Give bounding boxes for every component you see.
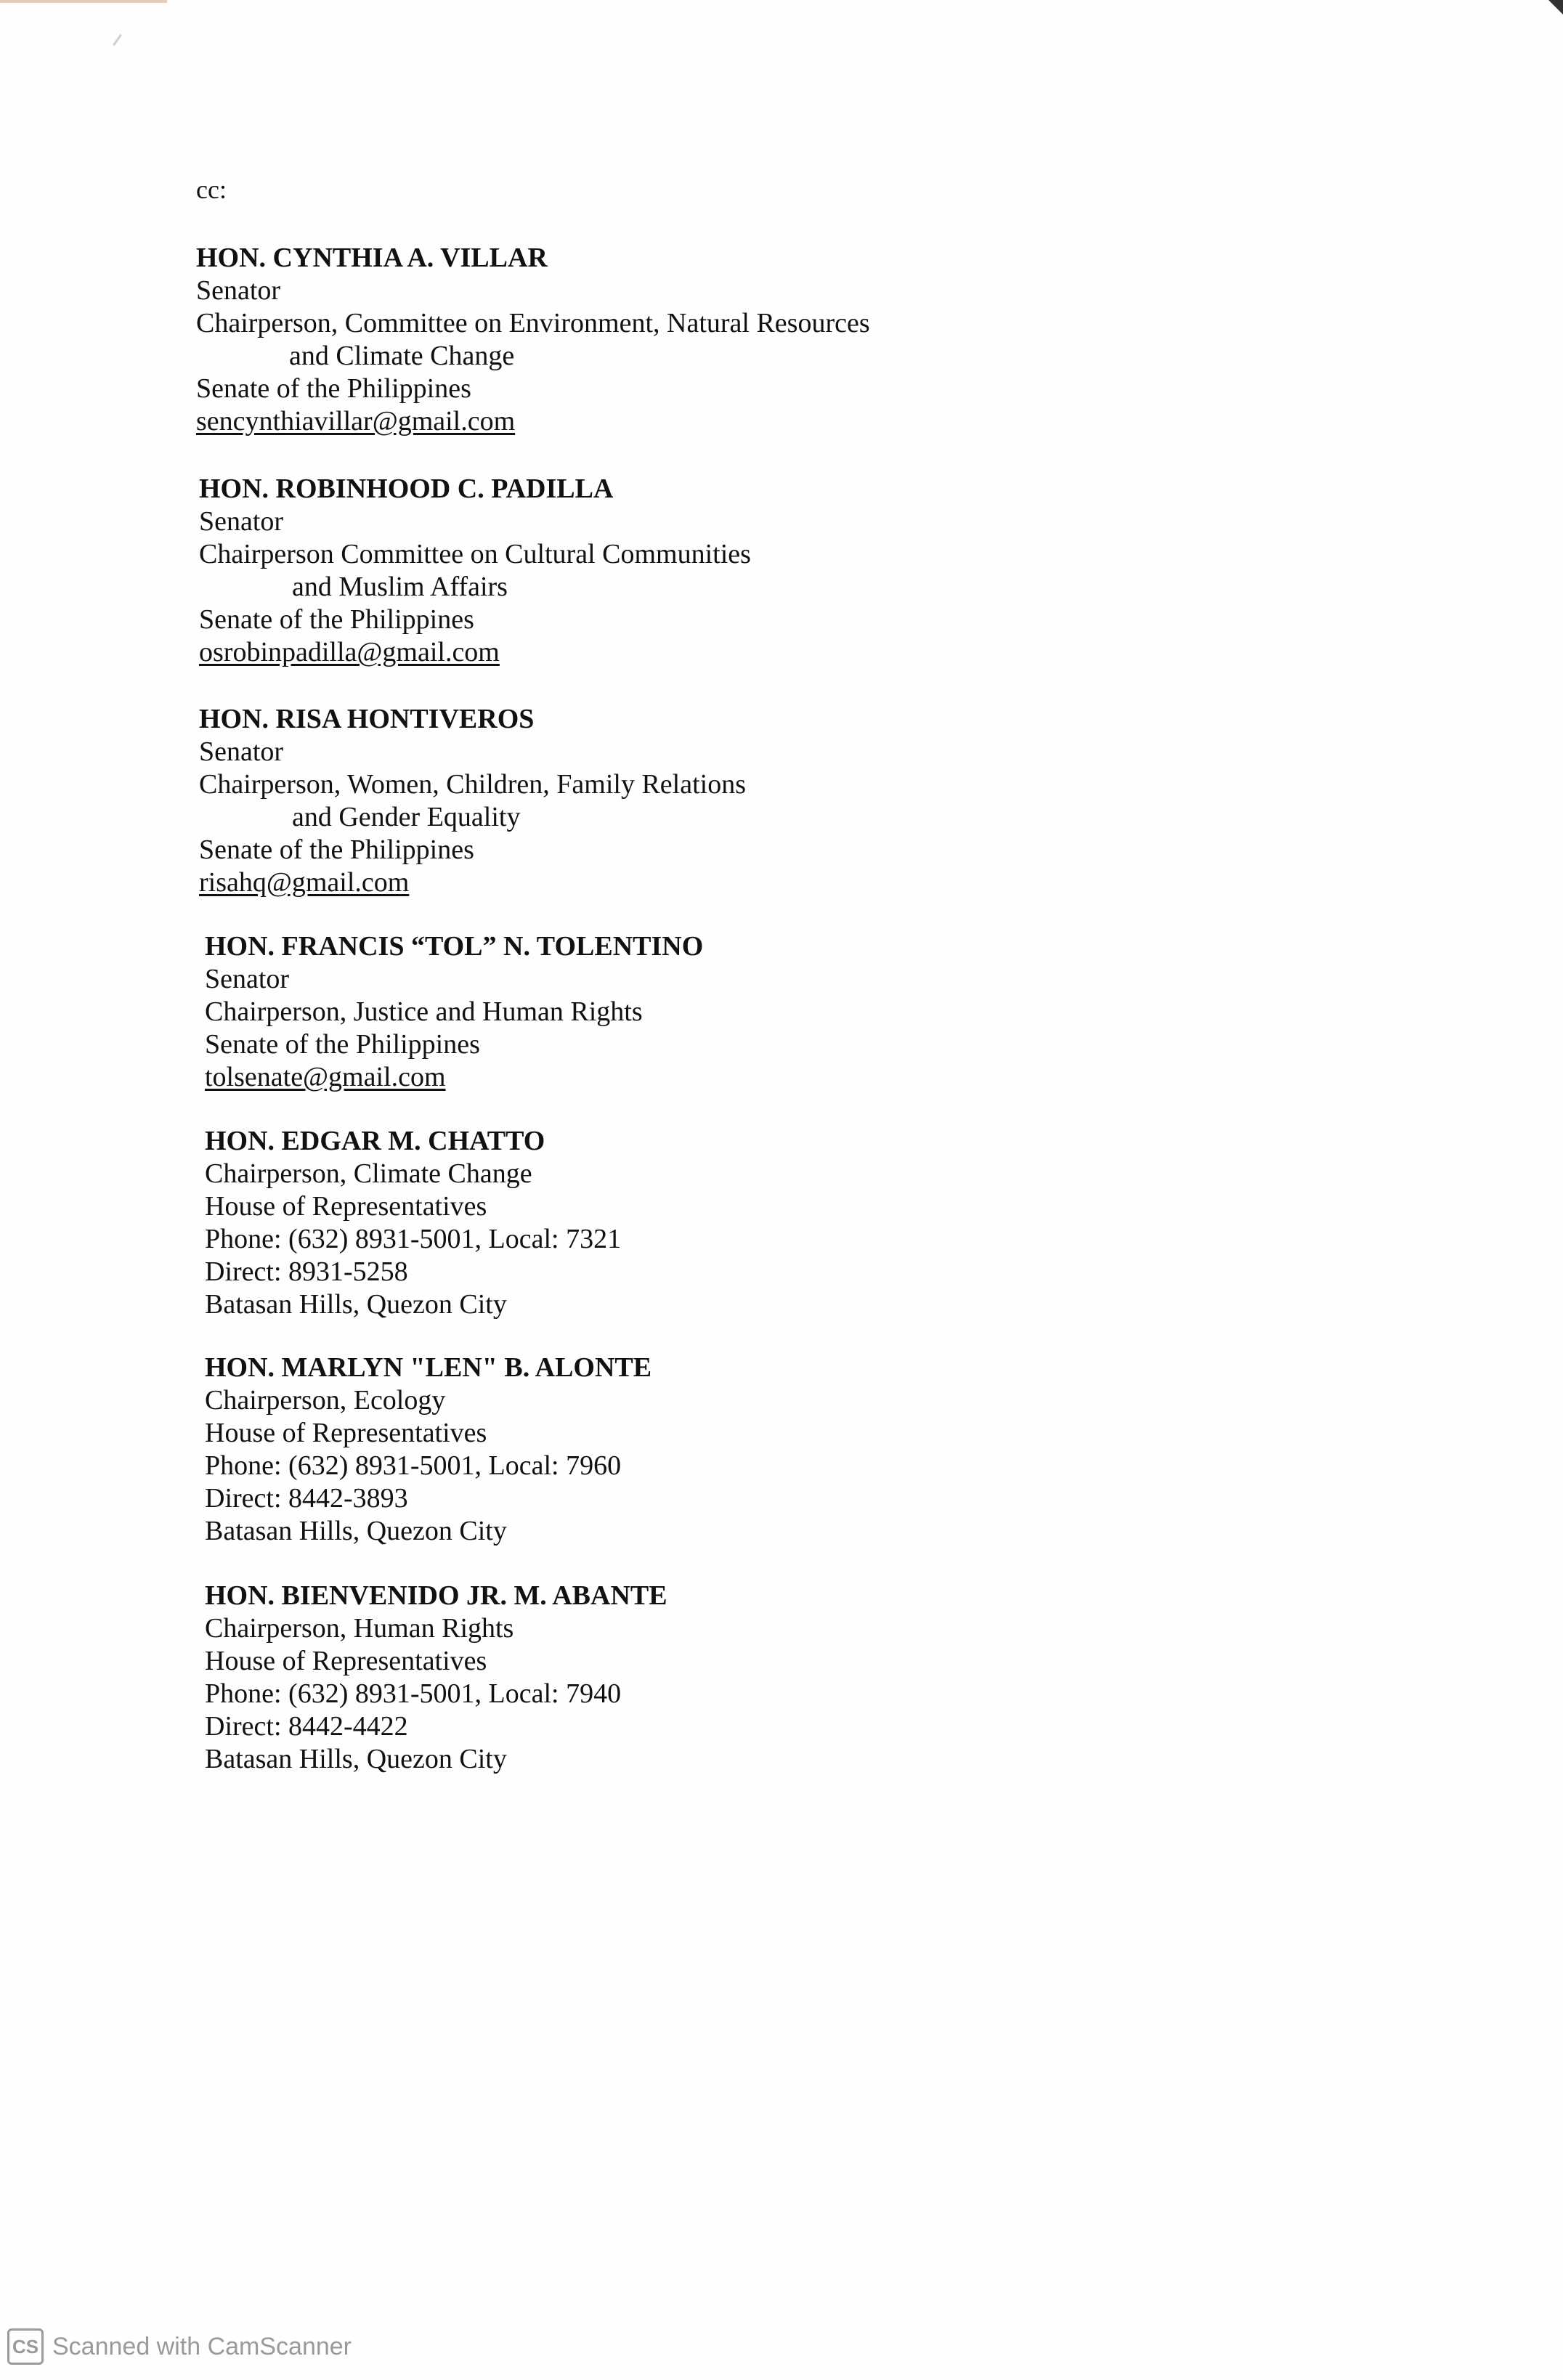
recipient-detail-line: and Climate Change <box>289 341 515 371</box>
recipient-block <box>205 930 1222 1094</box>
recipient-detail-line: House of Representatives <box>205 1418 487 1448</box>
recipient-detail-line: Chairperson, Human Rights <box>205 1613 514 1644</box>
pen-mark <box>113 34 122 46</box>
recipient-block <box>196 242 1213 438</box>
recipient-detail-line: Chairperson, Climate Change <box>205 1158 532 1189</box>
recipient-name: HON. ROBINHOOD C. PADILLA <box>199 474 614 504</box>
recipient-detail-line: Chairperson, Ecology <box>205 1385 446 1416</box>
recipient-detail-line: and Gender Equality <box>292 802 521 832</box>
recipient-block <box>205 1352 1222 1548</box>
recipient-detail-line: Senator <box>199 506 284 537</box>
camscanner-logo-icon: CS <box>7 2328 44 2365</box>
scan-edge-mark <box>0 0 167 3</box>
recipient-block <box>199 703 1216 899</box>
recipient-email-link[interactable]: tolsenate@gmail.com <box>205 1062 446 1092</box>
recipient-detail-line: Chairperson, Women, Children, Family Relations <box>199 769 746 800</box>
scan-corner-fold <box>1547 0 1563 16</box>
recipient-block <box>205 1125 1222 1321</box>
camscanner-watermark <box>7 2328 352 2365</box>
recipient-block <box>205 1580 1222 1776</box>
watermark-text: Scanned with CamScanner <box>52 2332 352 2360</box>
recipient-detail-line: Phone: (632) 8931-5001, Local: 7940 <box>205 1678 622 1709</box>
recipient-name: HON. EDGAR M. CHATTO <box>205 1126 545 1156</box>
recipient-detail-line: Chairperson, Justice and Human Rights <box>205 996 643 1027</box>
recipient-name: HON. CYNTHIA A. VILLAR <box>196 243 548 273</box>
recipient-detail-line: House of Representatives <box>205 1646 487 1676</box>
recipient-detail-line: Senate of the Philippines <box>199 834 474 865</box>
recipient-email-link[interactable]: sencynthiavillar@gmail.com <box>196 406 516 436</box>
recipient-detail-line: and Muslim Affairs <box>292 572 508 602</box>
recipient-detail-line: Chairperson Committee on Cultural Communities <box>199 539 751 569</box>
recipient-detail-line: House of Representatives <box>205 1191 487 1222</box>
recipient-detail-line: Senator <box>199 736 284 767</box>
cc-label: cc: <box>196 175 227 204</box>
recipient-block <box>199 473 1216 669</box>
recipient-email-link[interactable]: risahq@gmail.com <box>199 867 410 898</box>
recipient-detail-line: Senator <box>205 964 290 994</box>
recipient-detail-line: Phone: (632) 8931-5001, Local: 7960 <box>205 1450 622 1481</box>
recipient-detail-line: Senate of the Philippines <box>205 1029 480 1060</box>
recipient-detail-line: Phone: (632) 8931-5001, Local: 7321 <box>205 1224 622 1254</box>
recipient-detail-line: Chairperson, Committee on Environment, Natural Resources <box>196 308 870 338</box>
recipient-detail-line: Senate of the Philippines <box>199 604 474 635</box>
recipient-name: HON. BIENVENIDO JR. M. ABANTE <box>205 1580 667 1611</box>
recipient-detail-line: Senator <box>196 275 281 306</box>
recipient-detail-line: Senate of the Philippines <box>196 373 471 404</box>
recipient-email-link[interactable]: osrobinpadilla@gmail.com <box>199 637 500 667</box>
recipient-detail-line: Batasan Hills, Quezon City <box>205 1289 507 1320</box>
recipient-detail-line: Direct: 8931-5258 <box>205 1256 408 1287</box>
recipient-detail-line: Direct: 8442-3893 <box>205 1483 408 1514</box>
recipient-detail-line: Direct: 8442-4422 <box>205 1711 408 1742</box>
recipient-name: HON. RISA HONTIVEROS <box>199 704 535 734</box>
recipient-detail-line: Batasan Hills, Quezon City <box>205 1516 507 1546</box>
recipient-name: HON. MARLYN "LEN" B. ALONTE <box>205 1352 652 1383</box>
recipient-name: HON. FRANCIS “TOL” N. TOLENTINO <box>205 931 704 962</box>
recipient-detail-line: Batasan Hills, Quezon City <box>205 1744 507 1774</box>
